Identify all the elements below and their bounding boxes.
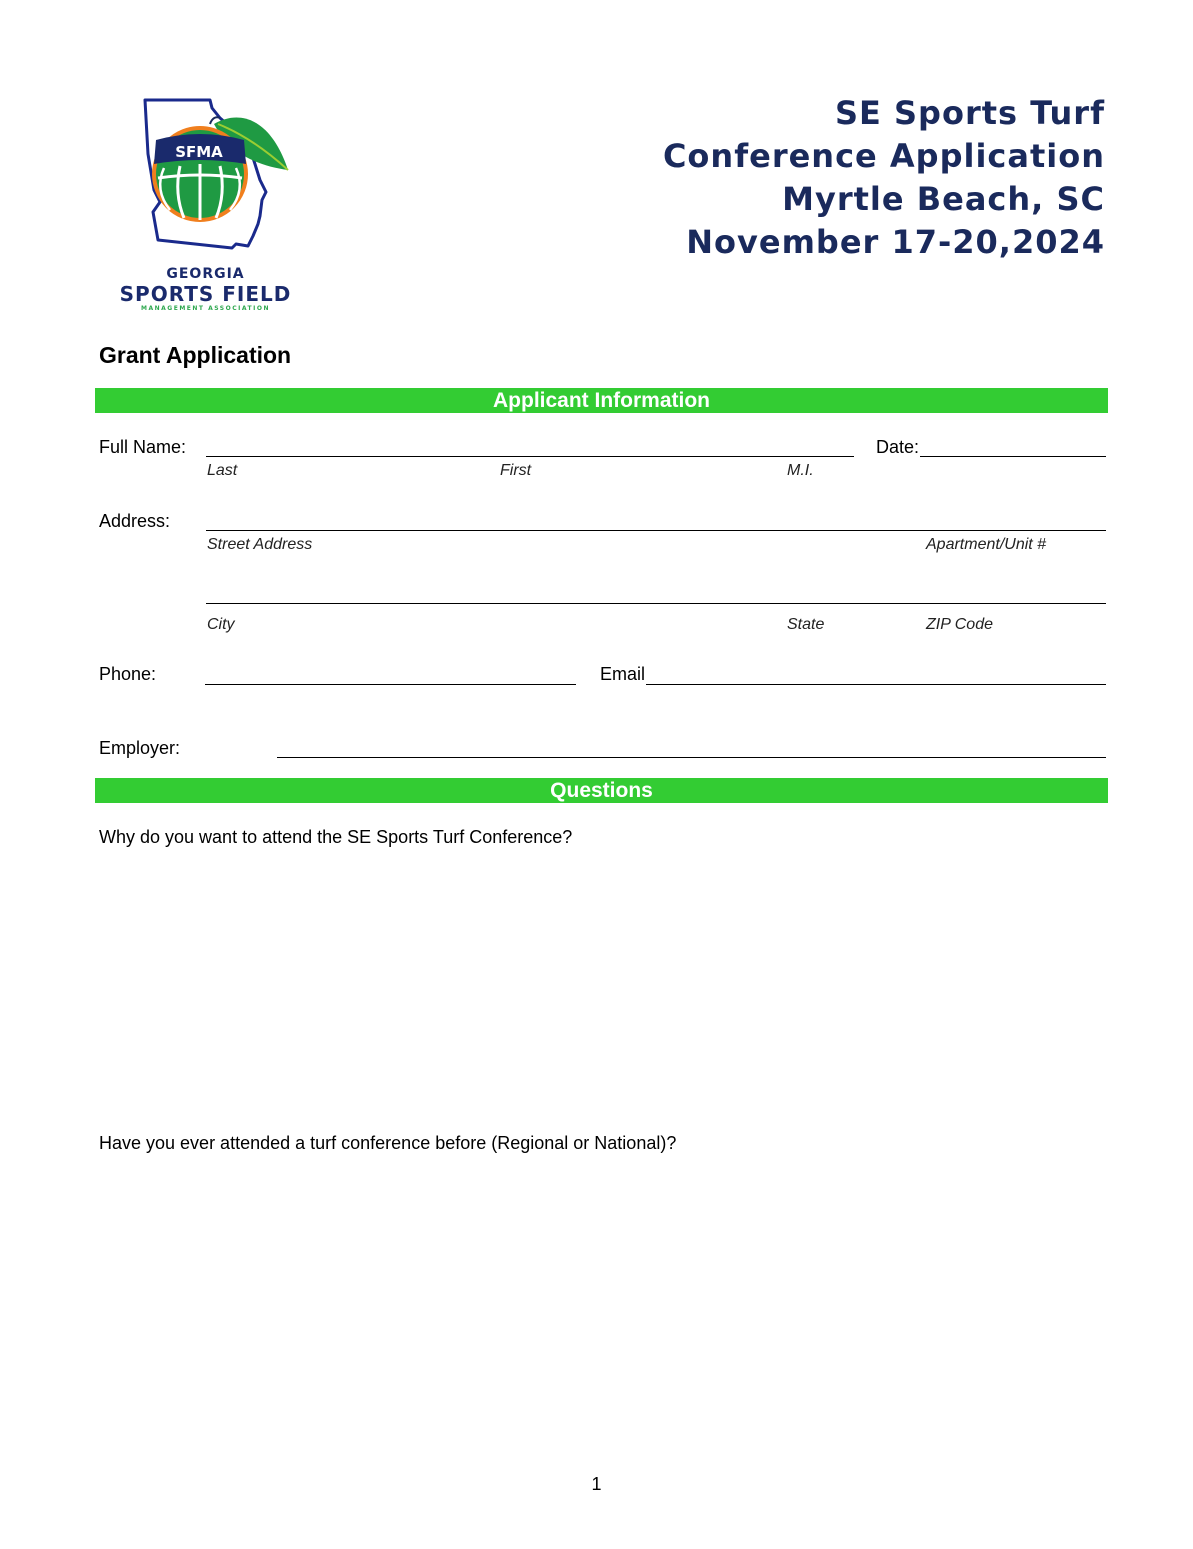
title-line: Conference Application (662, 137, 1105, 175)
section-bar-applicant: Applicant Information (95, 388, 1108, 413)
date-field[interactable] (920, 456, 1106, 457)
phone-field[interactable] (205, 684, 576, 685)
org-line-georgia: GEORGIA (166, 266, 245, 282)
title-line: Myrtle Beach, SC (782, 180, 1105, 218)
street-address-field[interactable] (206, 530, 1106, 531)
first-name-caption: First (500, 462, 532, 479)
zip-caption: ZIP Code (926, 616, 993, 633)
title-line: SE Sports Turf (834, 94, 1105, 132)
document-title (663, 92, 1105, 264)
employer-label: Employer: (99, 738, 181, 758)
title-line: November 17-20,2024 (686, 223, 1105, 261)
state-caption: State (787, 616, 825, 633)
full-name-field[interactable] (206, 456, 854, 457)
street-address-caption: Street Address (207, 536, 313, 553)
org-line-association: MANAGEMENT ASSOCIATION (141, 305, 270, 312)
last-name-caption: Last (207, 462, 238, 479)
form-title: Grant Application (99, 342, 292, 368)
employer-field[interactable] (277, 757, 1106, 758)
address-label: Address: (99, 511, 171, 531)
apartment-caption: Apartment/Unit # (926, 536, 1047, 553)
emblem-text: SFMA (175, 143, 223, 161)
phone-label: Phone: (99, 664, 157, 684)
email-field[interactable] (646, 684, 1106, 685)
question-1: Why do you want to attend the SE Sports Turf Conference? (99, 827, 573, 847)
question-2: Have you ever attended a turf conference before (Regional or National)? (99, 1133, 677, 1153)
email-label: Email (600, 664, 646, 684)
section-bar-questions: Questions (95, 778, 1108, 803)
page-number: 1 (591, 1474, 602, 1494)
full-name-label: Full Name: (99, 437, 187, 457)
city-state-zip-field[interactable] (206, 603, 1106, 604)
date-label: Date: (876, 437, 920, 457)
middle-initial-caption: M.I. (787, 462, 814, 479)
org-line-sports-field: SPORTS FIELD (119, 282, 292, 306)
city-caption: City (207, 616, 235, 633)
